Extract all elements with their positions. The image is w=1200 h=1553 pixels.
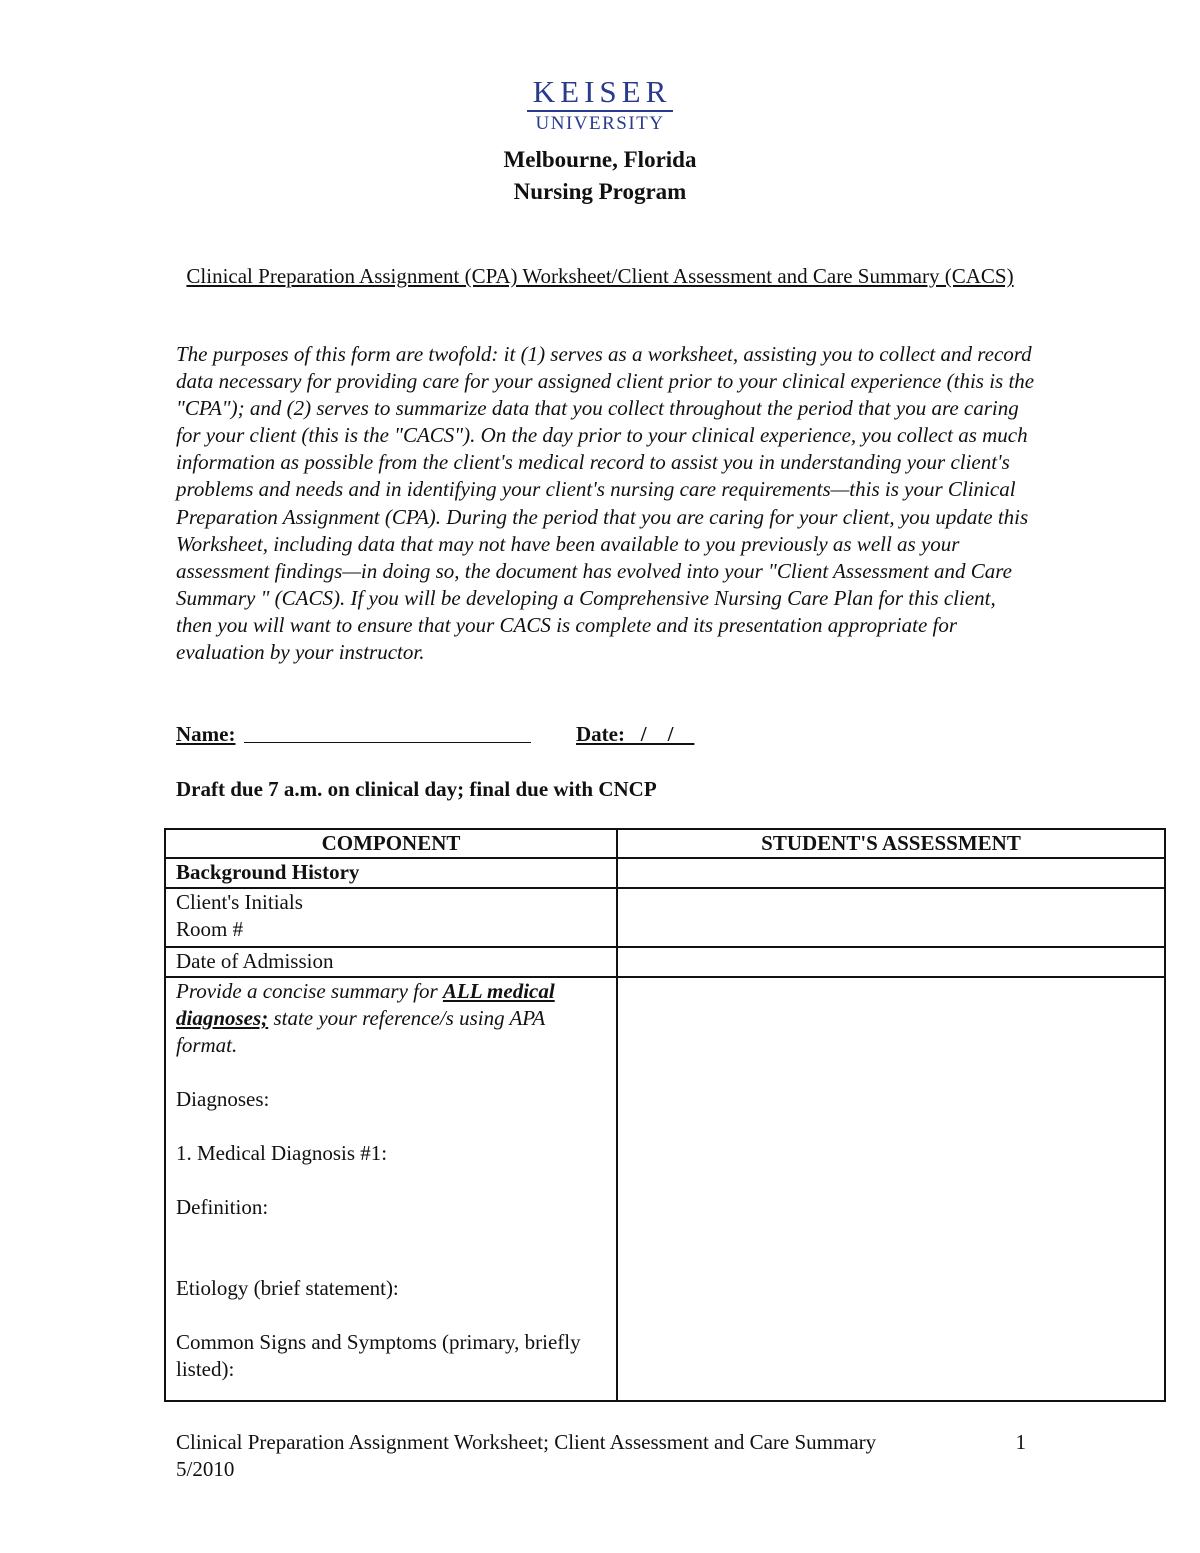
initials-label: Client's Initials xyxy=(176,890,303,915)
campus-location: Melbourne, Florida xyxy=(503,147,697,172)
document-title: Clinical Preparation Assignment (CPA) Worksheet/Client Assessment and Care Summary (CACS) xyxy=(186,264,1014,288)
spacer xyxy=(176,1221,606,1275)
date-field[interactable] xyxy=(576,720,694,748)
summary-text-post: state your reference/s using APA format. xyxy=(176,1005,545,1057)
university-logo xyxy=(0,74,1200,135)
spacer xyxy=(176,1302,606,1329)
admission-label: Date of Admission xyxy=(165,947,617,977)
intro-paragraph: The purposes of this form are twofold: it (1) serves as a worksheet, assisting you to collect and record data necessary for providing care for your assigned client prior to your clinical experience (this is the "CPA"); and (2) serves to summarize data that you collect throughout the period that you are caring for your client (this is the "CACS"). On the day prior to your clinical experience, you collect as much information as possible from the client's medical record to assist you in understanding your client's problems and needs and in identifying your client's nursing care requirements—this is your Clinical Preparation Assignment (CPA). During the period that you are caring for your client, you update this Worksheet, including data that may not have been available to you previously as well as your assessment findings—in doing so, the document has evolved into your "Client Assessment and Care Summary " (CACS). If you will be developing a Comprehensive Nursing Care Plan for this client, then you will want to ensure that your CACS is complete and its presentation appropriate for evaluation by your instructor. xyxy=(176,342,1035,665)
footer-date: 5/2010 xyxy=(176,1457,235,1481)
component-cell xyxy=(165,977,617,1401)
column-header-assessment: STUDENT'S ASSESSMENT xyxy=(617,829,1165,858)
table-row xyxy=(165,858,1165,888)
room-label: Room # xyxy=(176,917,244,942)
page-number: 1 xyxy=(1015,1430,1026,1454)
table-row xyxy=(165,977,1165,1401)
assessment-cell[interactable] xyxy=(617,858,1165,888)
date-label: Date: xyxy=(576,722,625,746)
spacer xyxy=(176,1113,606,1140)
spacer xyxy=(176,1167,606,1194)
assessment-table xyxy=(164,828,1166,1402)
definition-label: Definition: xyxy=(176,1194,269,1219)
table-header-row xyxy=(165,829,1165,858)
due-note: Draft due 7 a.m. on clinical day; final due with CNCP xyxy=(176,777,657,801)
column-header-component: COMPONENT xyxy=(165,829,617,858)
table-row xyxy=(165,947,1165,977)
name-label: Name: xyxy=(176,722,236,746)
assessment-cell[interactable] xyxy=(617,888,1165,946)
page-footer xyxy=(176,1429,1026,1483)
logo-wordmark: KEISER xyxy=(527,74,674,112)
summary-instruction xyxy=(176,978,606,1059)
etiology-label: Etiology (brief statement): xyxy=(176,1275,399,1300)
summary-text-pre: Provide a concise summary for xyxy=(176,978,443,1003)
name-field[interactable] xyxy=(176,720,235,748)
date-blank[interactable]: / / xyxy=(624,722,695,746)
footer-text: Clinical Preparation Assignment Worksheet; Client Assessment and Care Summary xyxy=(176,1430,877,1454)
summary-emphasis: ALL medical diagnoses; xyxy=(176,978,555,1030)
assessment-cell[interactable] xyxy=(617,947,1165,977)
program-name: Nursing Program xyxy=(513,179,687,204)
section-heading: Background History xyxy=(165,858,617,888)
assessment-cell[interactable] xyxy=(617,977,1165,1401)
component-cell xyxy=(165,888,617,946)
signs-label: Common Signs and Symptoms (primary, briefly listed): xyxy=(176,1329,581,1381)
logo-subtitle: UNIVERSITY xyxy=(535,113,665,134)
spacer xyxy=(176,1059,606,1086)
name-blank-line[interactable] xyxy=(244,742,531,743)
diagnosis-1-label: 1. Medical Diagnosis #1: xyxy=(176,1140,388,1165)
table-row xyxy=(165,888,1165,946)
diagnoses-label: Diagnoses: xyxy=(176,1086,270,1111)
